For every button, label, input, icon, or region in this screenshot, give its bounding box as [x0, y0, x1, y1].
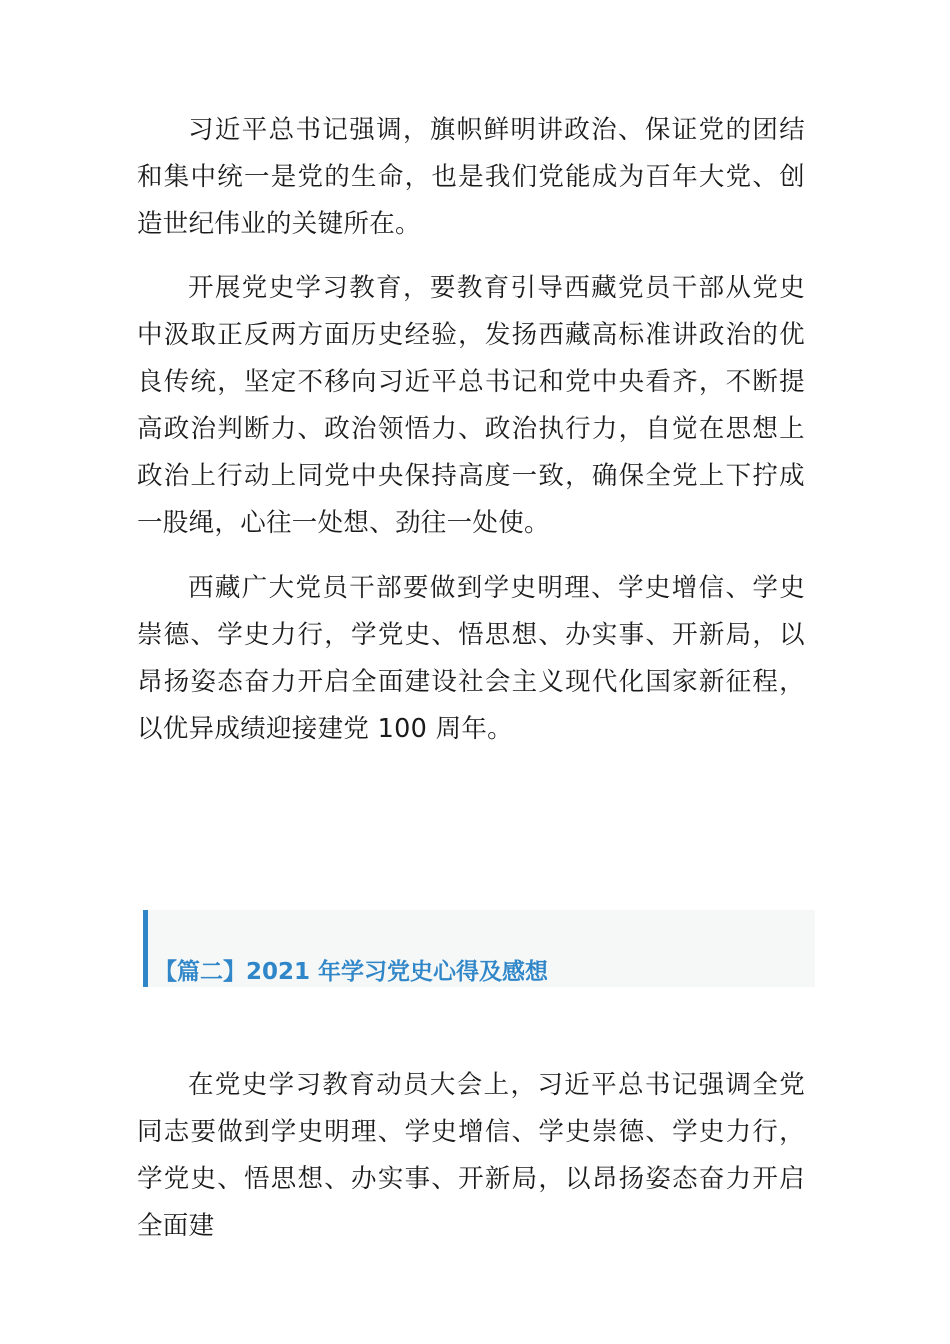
body-paragraph-4: 在党史学习教育动员大会上，习近平总书记强调全党同志要做到学史明理、学史增信、学史崇德、学史力行，学党史、悟思想、办实事、开新局，以昂扬姿态奋力开启全面建: [137, 1070, 805, 1241]
body-paragraph-1: 习近平总书记强调，旗帜鲜明讲政治、保证党的团结和集中统一是党的生命，也是我们党能成为百年大党、创造世纪伟业的关键所在。: [137, 115, 805, 239]
section-heading-title: 【篇二】2021 年学习党史心得及感想: [154, 959, 549, 985]
body-paragraph-2: 开展党史学习教育，要教育引导西藏党员干部从党史中汲取正反两方面历史经验，发扬西藏高标准讲政治的优良传统，坚定不移向习近平总书记和党中央看齐，不断提高政治判断力、政治领悟力、政治执行力，自觉在思想上政治上行动上同党中央保持高度一致，确保全党上下拧成一股绳，心往一处想、劲往一处使。: [137, 273, 805, 538]
section-heading-block: [143, 910, 815, 987]
body-paragraph-3: 西藏广大党员干部要做到学史明理、学史增信、学史崇德、学史力行，学党史、悟思想、办实事、开新局，以昂扬姿态奋力开启全面建设社会主义现代化国家新征程，以优异成绩迎接建党 100 周年。: [137, 573, 805, 744]
